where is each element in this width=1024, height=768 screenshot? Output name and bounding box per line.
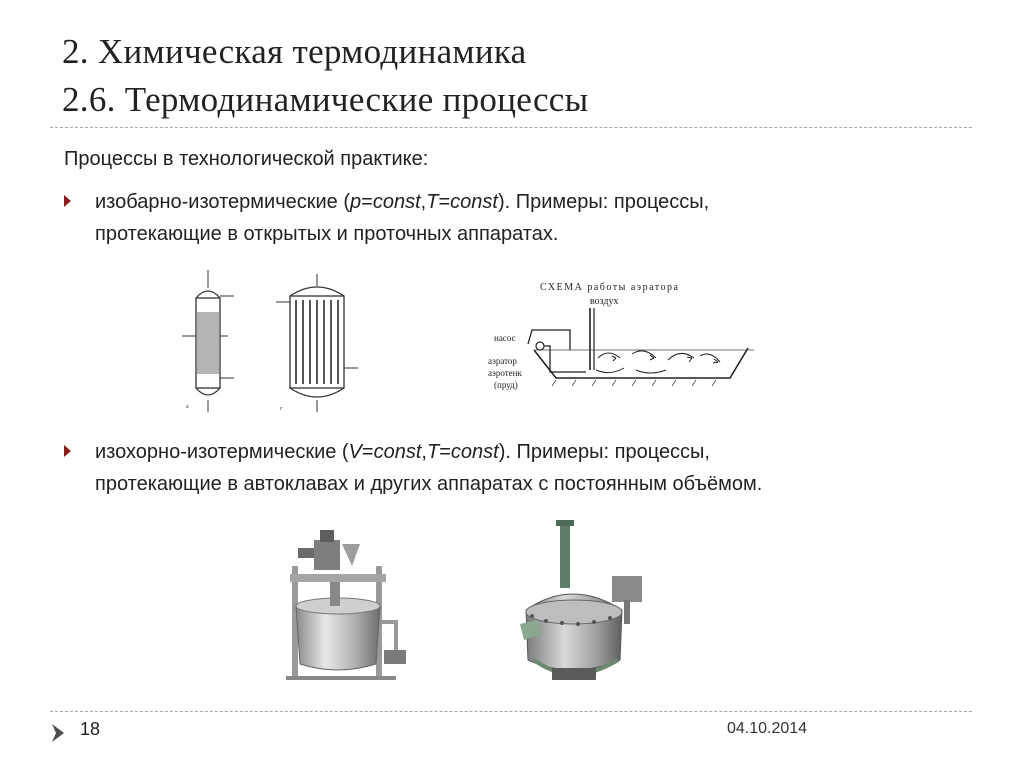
pond-label: (пруд) xyxy=(494,380,518,390)
tank-label: аэротенк xyxy=(488,368,522,378)
title-line-1: 2. Химическая термодинамика xyxy=(62,32,527,71)
chevron-right-icon xyxy=(50,722,66,744)
bullet-text-prefix: изобарно-изотермические ( xyxy=(95,191,351,213)
equals-sign: = xyxy=(438,191,451,213)
equals-sign: = xyxy=(439,441,451,463)
bullet-isochoric-line2: протекающие в автоклавах и других аппаратах с постоянным объёмом. xyxy=(95,473,763,495)
comma: , xyxy=(421,441,427,463)
bullet-isobaric-line1 xyxy=(95,186,964,218)
var-p: p xyxy=(350,191,362,213)
shell-tube-exchanger-diagram xyxy=(272,272,362,414)
bullet-isochoric xyxy=(64,436,964,500)
bullet-isochoric-line1 xyxy=(95,436,964,468)
page-number: 18 xyxy=(80,719,101,739)
aerator-scheme-diagram xyxy=(486,278,758,400)
bullet-isobaric xyxy=(64,186,964,250)
equals-sign: = xyxy=(361,441,374,463)
title-line-2: 2.6. Термодинамические процессы xyxy=(62,80,589,119)
triangle-right-icon xyxy=(64,195,71,207)
aerator-label: аэратор xyxy=(488,356,517,366)
slide-date: 04.10.2014 xyxy=(727,720,808,737)
bullet-isobaric-line2: протекающие в открытых и проточных аппаратах. xyxy=(95,223,559,245)
title-divider xyxy=(50,127,972,128)
bullet-text-suffix: ). Примеры: процессы, xyxy=(498,441,710,463)
slide-title xyxy=(62,28,962,124)
footer-divider xyxy=(50,711,972,712)
column-label-a: а xyxy=(186,404,189,410)
exchanger-label-g: г xyxy=(280,406,283,412)
const-text: const xyxy=(373,441,422,463)
bullet-text-prefix: изохорно-изотермические ( xyxy=(95,441,349,463)
air-label: воздух xyxy=(590,296,619,307)
var-t: T xyxy=(426,191,439,213)
triangle-right-icon xyxy=(64,445,71,457)
comma: , xyxy=(420,191,427,213)
var-v: V xyxy=(348,441,362,463)
const-text: const xyxy=(372,191,421,213)
equals-sign: = xyxy=(361,191,373,213)
const-text: const xyxy=(450,191,498,213)
pump-label: насос xyxy=(494,333,516,343)
var-t: T xyxy=(426,441,440,463)
bullet-text-suffix: ). Примеры: процессы, xyxy=(497,191,710,213)
const-text: const xyxy=(450,441,499,463)
aerator-scheme-title: СХЕМА работы аэратора xyxy=(540,282,680,293)
packed-column-diagram xyxy=(178,266,238,414)
intro-text: Процессы в технологической практике: xyxy=(64,148,429,170)
autoclave-image xyxy=(512,520,652,688)
mixing-reactor-image xyxy=(284,526,410,686)
